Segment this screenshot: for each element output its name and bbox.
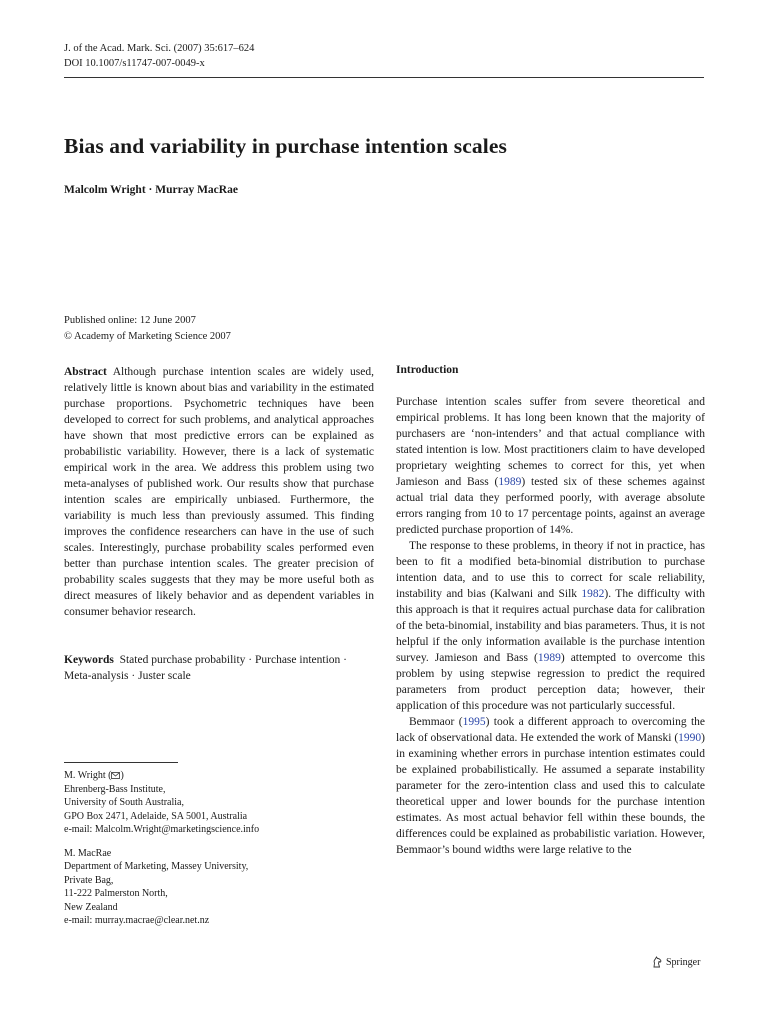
- text-run: Bemmaor (: [409, 716, 463, 728]
- keywords-text: Stated purchase probability · Purchase intention · Meta-analysis · Juster scale: [64, 654, 347, 682]
- header-rule: [64, 77, 704, 78]
- intro-paragraph-1: [396, 394, 705, 538]
- article-title: Bias and variability in purchase intention scales: [64, 134, 507, 158]
- author2-name: M. MacRae: [64, 847, 112, 859]
- affil-line: Private Bag,: [64, 874, 114, 886]
- abstract: [64, 364, 374, 620]
- section-heading-introduction: Introduction: [396, 364, 459, 376]
- citation-link[interactable]: 1989: [537, 652, 561, 664]
- article-authors: Malcolm Wright · Murray MacRae: [64, 184, 238, 196]
- citation-link[interactable]: 1995: [462, 716, 486, 728]
- intro-paragraph-2: [396, 538, 705, 714]
- text-run: ) tested six of these schemes against actual trial data they performed poorly, with average absolute errors ranging from 10 to 17 percentage points, against an average predicted purchase proportion of 14%.: [396, 476, 705, 536]
- affil-line: Department of Marketing, Massey University,: [64, 861, 249, 872]
- affil-line: GPO Box 2471, Adelaide, SA 5001, Australia: [64, 810, 248, 822]
- affil-line: Ehrenberg-Bass Institute,: [64, 783, 166, 795]
- doi: DOI 10.1007/s11747-007-0049-x: [64, 58, 205, 69]
- springer-horse-icon: [652, 956, 663, 968]
- text-run: ) in examining whether errors in purchase intention estimates could be explained probabilistically. He assumed a separate instability parameter for the zero-intention class and used this to calculate theoretical upper and lower bounds for the purchase intention estimates. As most actual behavior fell within these bounds, the differences could be explained as probabilistic variation. However, Bemmaor’s bound widths were large relative to the: [396, 732, 705, 856]
- affil-line: University of South Australia,: [64, 797, 184, 808]
- text-run: ) took a different approach to overcoming the lack of observational data. He extended the work of Manski (: [396, 716, 705, 744]
- affiliation-macrae: [64, 847, 374, 928]
- journal-citation: J. of the Acad. Mark. Sci. (2007) 35:617–624: [64, 43, 255, 54]
- envelope-icon: [111, 772, 120, 779]
- author2-email: e-mail: murray.macrae@clear.net.nz: [64, 915, 210, 926]
- footnote-rule: [64, 762, 178, 763]
- citation-link[interactable]: 1982: [581, 588, 605, 600]
- copyright-notice: © Academy of Marketing Science 2007: [64, 331, 231, 342]
- abstract-label: Abstract: [64, 366, 107, 378]
- publisher-name: Springer: [666, 956, 701, 968]
- affil-line: 11-222 Palmerston North,: [64, 888, 168, 899]
- keywords: [64, 652, 374, 684]
- affil-line: New Zealand: [64, 901, 118, 913]
- published-date: Published online: 12 June 2007: [64, 315, 196, 326]
- text-run: Purchase intention scales suffer from severe theoretical and empirical problems. It has long been known that the majority of purchasers are ‘non-intenders’ and that actual compliance with stated intention is low. Most practitioners claim to have developed proprietary weighting schemes to correct for this, yet when Jamieson and Bass (: [396, 396, 705, 488]
- abstract-text: Although purchase intention scales are widely used, relatively little is known about bias and variability in the estimated purchase proportions. Psychometric techniques have been developed to correct for such problems, and analytical approaches have shown that most predictive errors can be explained as probabilistic variability. However, there is a lack of systematic empirical work in the area. We address this problem using two meta-analyses of published work. Our results show that purchase intention scales are empirically unbiased. Furthermore, the variability is much less than previously assumed. This finding improves the confidence researchers can have in the use of such scales. Interestingly, purchase probability scales performed even better than purchase intention scales. The greater precision of probability scales suggests that they may be more useful both as direct measures of likely behavior and as dependent variables in consumer behavior research.: [64, 366, 374, 618]
- author-affiliations: [64, 769, 374, 938]
- intro-paragraph-3: [396, 714, 705, 858]
- affiliation-wright: M. Wright ( ) Ehrenberg-Bass Institute, University of South Australia, GPO Box 2471, Adelaide, SA 5001, Australia e-mail: Malcolm.Wright@marketingscience.info: [64, 769, 374, 837]
- text-run: The response to these problems, in theory if not in practice, has been to fit a modified beta-binomial distribution to purchase intention data, and to use this to correct for scale reliability, instability and bias (Kalwani and Silk: [396, 540, 705, 600]
- introduction-body: [396, 394, 705, 858]
- publisher-logo: [652, 956, 700, 968]
- citation-link[interactable]: 1990: [678, 732, 702, 744]
- keywords-label: Keywords: [64, 654, 114, 666]
- author1-email: e-mail: Malcolm.Wright@marketingscience.info: [64, 824, 260, 835]
- citation-link[interactable]: 1989: [498, 476, 522, 488]
- text-run: ) attempted to overcome this problem by using stepwise regression to predict the required parameters from product perception data; however, their application of this procedure was not particularly successful.: [396, 652, 706, 712]
- author1-name: M. Wright: [64, 770, 106, 781]
- text-run: ). The difficulty with this approach is that it requires actual purchase data for calibration of the beta-binomial, instability and bias parameters. Thus, it is not helpful if the only information available is the purchase intention survey. Jamieson and Bass (: [396, 588, 705, 664]
